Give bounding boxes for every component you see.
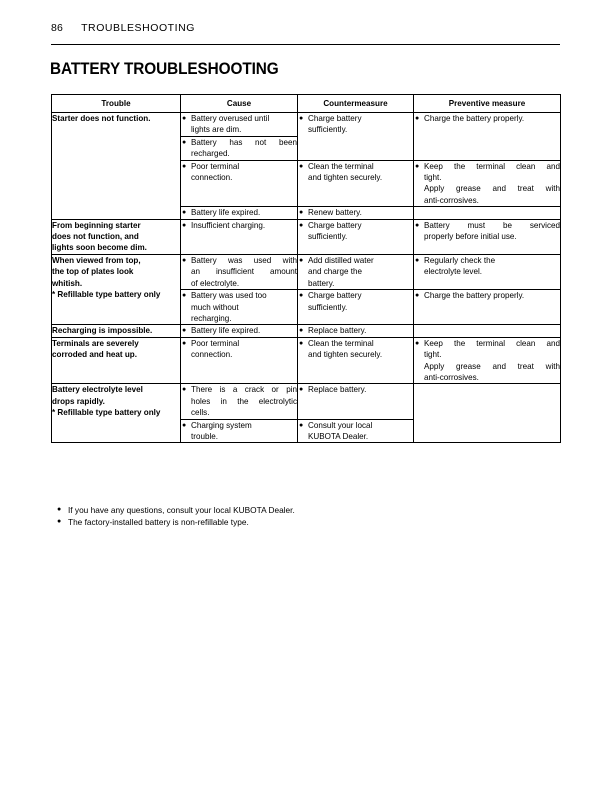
cell-line: When viewed from top, bbox=[52, 255, 141, 265]
bullet-text bbox=[191, 420, 297, 443]
bullet-icon: ● bbox=[182, 115, 187, 122]
cell-line: Apply grease and treat with bbox=[424, 361, 560, 371]
bullet-icon: ● bbox=[182, 292, 187, 300]
bullet-item bbox=[181, 384, 297, 418]
bullet-text bbox=[191, 220, 297, 231]
bullet-icon: ● bbox=[182, 221, 187, 229]
bullet-text bbox=[308, 113, 413, 136]
countermeasure-cell bbox=[298, 219, 414, 254]
cell-line: * Refillable type battery only bbox=[52, 290, 161, 300]
cell-line: electrolyte level. bbox=[424, 267, 483, 277]
countermeasure-cell bbox=[298, 384, 414, 419]
cell-line: cells. bbox=[191, 408, 210, 418]
trouble-cell bbox=[52, 254, 181, 324]
bullet-text bbox=[308, 220, 413, 243]
cell-line: connection. bbox=[191, 350, 233, 360]
bullet-item bbox=[298, 161, 413, 184]
cell-line: sufficiently. bbox=[308, 232, 348, 242]
bullet-text bbox=[191, 137, 297, 160]
bullet-item bbox=[181, 420, 297, 443]
cell-line: battery. bbox=[308, 278, 335, 288]
page-title: BATTERY TROUBLESHOOTING bbox=[50, 60, 279, 78]
bullet-icon: ● bbox=[299, 421, 304, 429]
bullet-item bbox=[181, 338, 297, 361]
bullet-text bbox=[308, 325, 413, 336]
table-row bbox=[52, 113, 561, 137]
bullet-item bbox=[414, 113, 560, 124]
preventive-measure-cell bbox=[414, 207, 561, 219]
table-header-row bbox=[52, 95, 561, 113]
bullet-item bbox=[298, 255, 413, 289]
bullet-text bbox=[308, 161, 413, 184]
cause-cell bbox=[181, 337, 298, 384]
bullet-text bbox=[424, 255, 560, 278]
countermeasure-cell bbox=[298, 113, 414, 161]
cell-line: the top of plates look bbox=[52, 267, 134, 277]
table-row bbox=[52, 325, 561, 337]
bullet-item bbox=[298, 384, 413, 395]
header-divider bbox=[51, 44, 560, 45]
trouble-cell bbox=[52, 219, 181, 254]
bullet-item bbox=[414, 220, 560, 243]
bullet-item bbox=[298, 325, 413, 336]
cell-line: Starter does not function. bbox=[52, 114, 151, 123]
cell-line: Battery life expired. bbox=[191, 208, 261, 218]
bullet-text bbox=[191, 161, 297, 184]
column-header-trouble: Trouble bbox=[52, 95, 181, 113]
trouble-cell bbox=[52, 113, 181, 220]
preventive-measure-cell bbox=[414, 113, 561, 161]
bullet-item bbox=[181, 255, 297, 289]
preventive-measure-cell bbox=[414, 219, 561, 254]
cell-line: recharged. bbox=[191, 149, 230, 159]
bullet-item bbox=[181, 137, 297, 160]
trouble-cell bbox=[52, 337, 181, 384]
cell-line: whitish. bbox=[52, 278, 83, 288]
table-row bbox=[52, 219, 561, 254]
bullet-icon: ● bbox=[182, 138, 187, 146]
cell-line: does not function, and bbox=[52, 232, 139, 242]
column-header-preventive-measure: Preventive measure bbox=[414, 95, 561, 113]
battery-troubleshooting-table-wrapper bbox=[51, 94, 560, 443]
bullet-item bbox=[181, 325, 297, 336]
preventive-measure-cell bbox=[414, 325, 561, 337]
bullet-icon: ● bbox=[299, 115, 304, 122]
cell-line: Replace battery. bbox=[308, 326, 367, 336]
bullet-item bbox=[414, 338, 560, 384]
cell-line: Charge battery bbox=[308, 220, 362, 230]
table-header bbox=[52, 95, 561, 113]
cell-line: Keep the terminal clean and bbox=[424, 338, 560, 348]
cell-line: anti-corrosives. bbox=[424, 195, 479, 205]
bullet-text bbox=[308, 207, 413, 218]
cell-line: Battery life expired. bbox=[191, 326, 261, 336]
table-row bbox=[52, 384, 561, 419]
cell-line: lights are dim. bbox=[191, 125, 242, 135]
cell-line: Consult your local bbox=[308, 420, 373, 430]
bullet-icon: ● bbox=[182, 339, 187, 347]
cell-line: sufficiently. bbox=[308, 302, 348, 312]
bullet-text bbox=[308, 255, 413, 289]
bullet-item bbox=[298, 338, 413, 361]
cell-line: Battery was used with bbox=[191, 255, 297, 265]
cause-cell bbox=[181, 419, 298, 443]
cell-line: Keep the terminal clean and bbox=[424, 161, 560, 171]
footer-note-text: If you have any questions, consult your local KUBOTA Dealer. bbox=[68, 505, 295, 515]
cell-line: Add distilled water bbox=[308, 255, 374, 265]
bullet-icon: ● bbox=[182, 421, 187, 429]
cell-line: drops rapidly. bbox=[52, 396, 105, 406]
bullet-item bbox=[298, 290, 413, 313]
cause-cell bbox=[181, 207, 298, 219]
bullet-text bbox=[424, 161, 560, 207]
bullet-icon: ● bbox=[299, 386, 304, 394]
page-number: 86 bbox=[51, 22, 64, 34]
bullet-item bbox=[414, 255, 560, 278]
bullet-icon: ● bbox=[182, 209, 187, 217]
cause-cell bbox=[181, 136, 298, 160]
cell-line: Charge the battery properly. bbox=[424, 114, 525, 123]
cell-line: recharging. bbox=[191, 313, 232, 323]
cell-line: Renew battery. bbox=[308, 208, 362, 218]
bullet-icon: ● bbox=[415, 162, 420, 170]
bullet-text bbox=[191, 384, 297, 418]
cell-line: Insufficient charging. bbox=[191, 220, 266, 230]
bullet-text bbox=[191, 290, 297, 324]
countermeasure-cell bbox=[298, 325, 414, 337]
preventive-measure-cell bbox=[414, 254, 561, 289]
cell-line: lights soon become dim. bbox=[52, 243, 147, 253]
cause-cell bbox=[181, 219, 298, 254]
cell-line: Battery overused until bbox=[191, 114, 270, 123]
table-body bbox=[52, 113, 561, 443]
preventive-measure-cell bbox=[414, 290, 561, 325]
cell-line: Replace battery. bbox=[308, 385, 367, 395]
cell-line: Battery has not been bbox=[191, 137, 297, 147]
footer-note bbox=[57, 516, 537, 528]
cell-line: Charging system bbox=[191, 420, 252, 430]
bullet-text bbox=[191, 255, 297, 289]
bullet-item bbox=[414, 161, 560, 207]
bullet-text bbox=[424, 338, 560, 384]
cause-cell bbox=[181, 325, 298, 337]
running-header bbox=[51, 22, 559, 34]
cause-cell bbox=[181, 160, 298, 207]
table-row bbox=[52, 337, 561, 384]
preventive-measure-cell bbox=[414, 160, 561, 207]
cell-line: * Refillable type battery only bbox=[52, 408, 161, 418]
bullet-icon: ● bbox=[57, 506, 62, 513]
bullet-icon: ● bbox=[299, 256, 304, 264]
bullet-icon: ● bbox=[299, 327, 304, 335]
cell-line: and tighten securely. bbox=[308, 350, 383, 360]
column-header-cause: Cause bbox=[181, 95, 298, 113]
trouble-cell bbox=[52, 384, 181, 443]
cell-line: KUBOTA Dealer. bbox=[308, 431, 369, 441]
bullet-text bbox=[308, 338, 413, 361]
cell-line: Terminals are severely bbox=[52, 338, 139, 348]
bullet-icon: ● bbox=[182, 327, 187, 335]
cell-line: an insufficient amount bbox=[191, 267, 297, 277]
cell-line: Regularly check the bbox=[424, 255, 496, 265]
countermeasure-cell bbox=[298, 207, 414, 219]
cell-line: connection. bbox=[191, 173, 233, 183]
cell-line: corroded and heat up. bbox=[52, 350, 137, 360]
cause-cell bbox=[181, 290, 298, 325]
cell-line: Battery electrolyte level bbox=[52, 385, 143, 395]
column-header-countermeasure: Countermeasure bbox=[298, 95, 414, 113]
preventive-measure-cell bbox=[414, 337, 561, 384]
bullet-item bbox=[414, 290, 560, 301]
bullet-icon: ● bbox=[182, 386, 187, 394]
bullet-item bbox=[181, 207, 297, 218]
cell-line: Recharging is impossible. bbox=[52, 326, 153, 336]
cell-line: and tighten securely. bbox=[308, 173, 383, 183]
bullet-item bbox=[298, 420, 413, 443]
bullet-text bbox=[424, 220, 560, 243]
bullet-icon: ● bbox=[415, 221, 420, 229]
countermeasure-cell bbox=[298, 290, 414, 325]
cell-line: holes in the electrolytic bbox=[191, 396, 297, 406]
bullet-icon: ● bbox=[299, 221, 304, 229]
bullet-icon: ● bbox=[415, 256, 420, 264]
cell-line: Charge battery bbox=[308, 114, 362, 123]
cell-line: Clean the terminal bbox=[308, 161, 374, 171]
cell-line: and charge the bbox=[308, 267, 363, 277]
cell-line: of electrolyte. bbox=[191, 278, 240, 288]
cell-line: Clean the terminal bbox=[308, 338, 374, 348]
bullet-item bbox=[181, 290, 297, 324]
preventive-measure-cell bbox=[414, 384, 561, 443]
cell-line: properly before initial use. bbox=[424, 232, 517, 242]
bullet-icon: ● bbox=[299, 209, 304, 217]
bullet-text bbox=[191, 113, 297, 136]
bullet-item bbox=[298, 220, 413, 243]
cell-line: Battery was used too bbox=[191, 291, 267, 301]
cell-line: sufficiently. bbox=[308, 125, 348, 135]
bullet-item bbox=[181, 113, 297, 136]
bullet-icon: ● bbox=[299, 292, 304, 300]
bullet-icon: ● bbox=[415, 115, 420, 122]
cell-line: Poor terminal bbox=[191, 338, 240, 348]
cell-line: There is a crack or pin bbox=[191, 385, 297, 395]
header-chapter-title: TROUBLESHOOTING bbox=[81, 22, 195, 34]
cell-line: Charge battery bbox=[308, 291, 362, 301]
bullet-item bbox=[298, 113, 413, 136]
bullet-text bbox=[191, 338, 297, 361]
bullet-icon: ● bbox=[182, 162, 187, 170]
cell-line: Poor terminal bbox=[191, 161, 240, 171]
cell-line: tight. bbox=[424, 173, 442, 183]
countermeasure-cell bbox=[298, 254, 414, 289]
bullet-item bbox=[181, 161, 297, 184]
bullet-item bbox=[181, 220, 297, 231]
bullet-item bbox=[298, 207, 413, 218]
bullet-icon: ● bbox=[415, 292, 420, 300]
bullet-text bbox=[308, 420, 413, 443]
cause-cell bbox=[181, 113, 298, 137]
cell-line: From beginning starter bbox=[52, 220, 141, 230]
countermeasure-cell bbox=[298, 337, 414, 384]
cell-line: anti-corrosives. bbox=[424, 372, 479, 382]
table-row bbox=[52, 254, 561, 289]
footer-note-text: The factory-installed battery is non-refillable type. bbox=[68, 517, 249, 528]
countermeasure-cell bbox=[298, 160, 414, 207]
bullet-text bbox=[308, 290, 413, 313]
bullet-text bbox=[191, 325, 297, 336]
bullet-text bbox=[308, 384, 413, 395]
bullet-icon: ● bbox=[57, 518, 62, 526]
cell-line: Charge the battery properly. bbox=[424, 291, 525, 301]
bullet-icon: ● bbox=[182, 256, 187, 264]
cell-line: much without bbox=[191, 302, 239, 312]
bullet-text bbox=[424, 290, 560, 301]
footer-note bbox=[57, 504, 537, 516]
trouble-cell bbox=[52, 325, 181, 337]
bullet-icon: ● bbox=[415, 339, 420, 347]
cause-cell bbox=[181, 254, 298, 289]
bullet-icon: ● bbox=[299, 162, 304, 170]
bullet-icon: ● bbox=[299, 339, 304, 347]
cause-cell bbox=[181, 384, 298, 419]
bullet-text bbox=[191, 207, 297, 218]
footer-notes bbox=[57, 504, 537, 529]
bullet-text bbox=[424, 113, 560, 124]
countermeasure-cell bbox=[298, 419, 414, 443]
cell-line: Apply grease and treat with bbox=[424, 184, 560, 194]
cell-line: trouble. bbox=[191, 431, 218, 441]
battery-troubleshooting-table bbox=[51, 94, 561, 443]
cell-line: Battery must be serviced bbox=[424, 220, 560, 230]
cell-line: tight. bbox=[424, 350, 442, 360]
